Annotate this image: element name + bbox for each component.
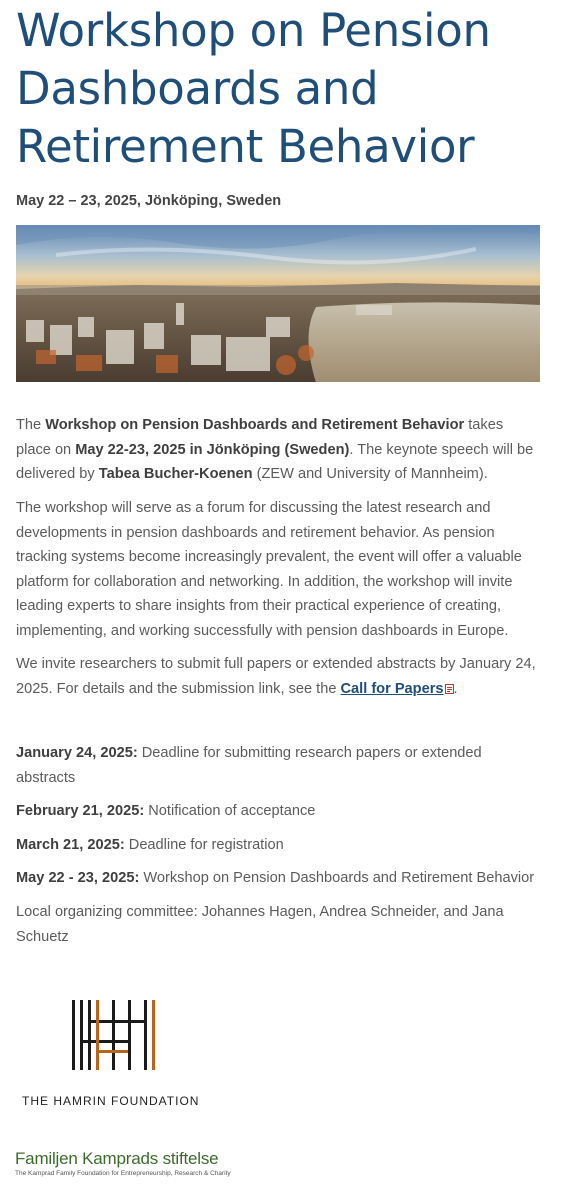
intro-text: takes place on xyxy=(16,417,504,458)
call-for-papers-link[interactable]: Call for Papers xyxy=(340,680,444,697)
description-paragraph: The workshop will serve as a forum for discussing the latest research and developments in pension dashboards and retirement behavior. As pension tracking systems become increasingly prevalent, the event will offer a valuable platform for collaboration and networking. In addition, the workshop will invite leading experts to share insights from their practical experience of creating, implementing, and working successfully with pension dashboards in Europe. xyxy=(16,500,522,639)
title-line-2: Dashboards and xyxy=(16,62,379,115)
title-line-3: Retirement Behavior xyxy=(16,120,475,173)
event-dateline: May 22 – 23, 2025, Jönköping, Sweden xyxy=(16,193,282,209)
hamrin-foundation-name: THE HAMRIN FOUNDATION xyxy=(22,1094,200,1108)
call-paragraph xyxy=(16,652,542,701)
date-label: March 21, 2025: xyxy=(16,836,125,853)
kamprad-foundation-name: Familjen Kamprads stiftelse xyxy=(15,1149,219,1168)
call-text: We invite researchers to submit full papers or extended abstracts by January 24, 2025. For details and the submission link, see the xyxy=(16,656,536,697)
event-date-location: May 22-23, 2025 in Jönköping (Sweden) xyxy=(75,441,350,458)
date-label: May 22 - 23, 2025: xyxy=(16,870,140,887)
important-dates xyxy=(16,741,542,958)
keynote-speaker: Tabea Bucher-Koenen xyxy=(98,466,253,483)
date-description: Workshop on Pension Dashboards and Retirement Behavior xyxy=(139,870,535,887)
kamprad-foundation-subtitle: The Kamprad Family Foundation for Entrepreneurship, Research & Charity xyxy=(15,1170,231,1177)
city-panorama-image xyxy=(16,225,540,382)
intro-paragraph xyxy=(16,413,542,487)
organizing-committee: Local organizing committee: Johannes Hagen, Andrea Schneider, and Jana Schuetz xyxy=(16,903,504,945)
date-description: Deadline for registration xyxy=(124,836,284,853)
date-label: January 24, 2025: xyxy=(16,745,138,761)
pdf-icon xyxy=(445,684,454,694)
intro-text: The xyxy=(16,417,46,433)
date-item xyxy=(16,866,542,891)
date-item xyxy=(16,833,542,858)
title-line-1: Workshop on Pension xyxy=(16,4,491,57)
page-title xyxy=(16,2,556,176)
date-item xyxy=(16,799,542,824)
intro-text: . The keynote speech will be delivered by xyxy=(16,441,534,483)
date-description: Deadline for submitting research papers or extended abstracts xyxy=(16,745,482,786)
date-item xyxy=(16,741,542,790)
date-label: February 21, 2025: xyxy=(16,803,145,820)
date-description: Notification of acceptance xyxy=(144,803,316,820)
workshop-name: Workshop on Pension Dashboards and Retirement Behavior xyxy=(45,417,465,433)
call-text-end: . xyxy=(453,680,458,697)
intro-text: (ZEW and University of Mannheim). xyxy=(252,466,488,483)
hamrin-foundation-logo xyxy=(68,998,160,1072)
